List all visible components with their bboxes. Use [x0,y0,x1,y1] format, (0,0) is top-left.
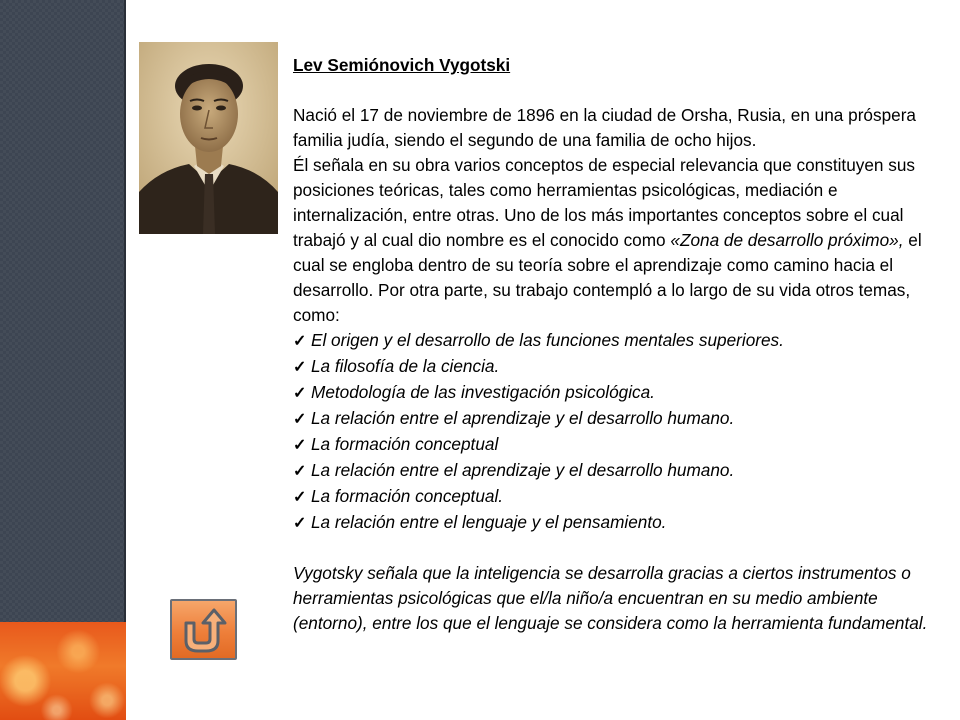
list-item-text: La relación entre el aprendizaje y el desarrollo humano. [311,408,735,428]
check-icon: ✓ [293,359,307,376]
check-icon: ✓ [293,437,307,454]
list-item [293,432,943,458]
concepts-paragraph [293,153,943,328]
orange-decorative-band [0,622,126,720]
concepts-text-start: Él señala en su obra varios conceptos de especial relevancia que constituyen sus posiciones teóricas, tales como herramientas psicológicas, mediación e internalización, entre otras. Uno de los más importantes conceptos sobre el cual trabajó y al cual dio nombre es el conocido como [293,155,915,250]
list-item-text: La filosofía de la ciencia. [311,356,500,376]
check-icon: ✓ [293,515,307,532]
page-title: Lev Semiónovich Vygotski [293,55,511,75]
portrait-photo [139,42,278,234]
list-item [293,510,943,536]
list-item-text: La relación entre el lenguaje y el pensamiento. [311,512,667,532]
list-item [293,406,943,432]
topics-list [293,328,943,536]
list-item [293,328,943,354]
list-item-text: La formación conceptual. [311,486,504,506]
left-decorative-panel [0,0,126,720]
list-item [293,484,943,510]
u-turn-arrow-icon [172,601,235,658]
check-icon: ✓ [293,411,307,428]
list-item-text: La relación entre el aprendizaje y el desarrollo humano. [311,460,735,480]
list-item-text: El origen y el desarrollo de las funciones mentales superiores. [311,330,784,350]
birth-paragraph: Nació el 17 de noviembre de 1896 en la ciudad de Orsha, Rusia, en una próspera familia judía, siendo el segundo de una familia de ocho hijos. [293,105,916,150]
zone-of-proximal-development-term: «Zona de desarrollo próximo», [670,230,904,250]
list-item [293,458,943,484]
check-icon: ✓ [293,333,307,350]
closing-paragraph: Vygotsky señala que la inteligencia se desarrolla gracias a ciertos instrumentos o herramientas psicológicas que el/la niño/a encuentran en su medio ambiente (entorno), entre los que el lenguaje se considera como la herramienta fundamental. [293,563,928,633]
check-icon: ✓ [293,385,307,402]
back-button[interactable] [170,599,237,660]
list-item [293,354,943,380]
blank-line [293,78,943,103]
list-item [293,380,943,406]
biography-text [293,53,943,636]
list-item-text: La formación conceptual [311,434,499,454]
concepts-text-end: el cual se engloba dentro de su teoría sobre el aprendizaje como camino hacia el desarrollo. Por otra parte, su trabajo contempló a lo largo de su vida otros temas, como: [293,230,922,325]
check-icon: ✓ [293,463,307,480]
list-item-text: Metodología de las investigación psicológica. [311,382,655,402]
blank-line [293,536,943,561]
check-icon: ✓ [293,489,307,506]
